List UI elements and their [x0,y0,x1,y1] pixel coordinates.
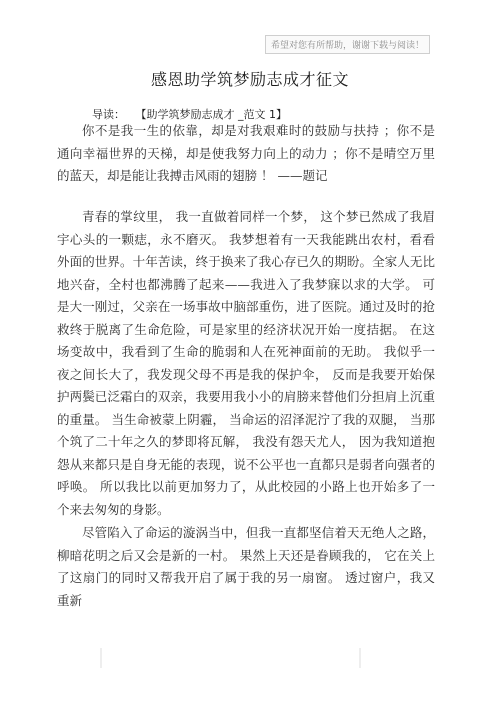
banner-text: 希望对您有所帮助，谢谢下载与阅读！ [270,41,424,51]
guide-value: 【助学筑梦励志成才 _范文 1】 [141,108,287,121]
guide-label: 导读： [92,108,125,121]
body-paragraph: 青春的掌纹里， 我一直做着同样一个梦， 这个梦已然成了我眉宇心头的一颗痣，永不磨灭。 我梦想着有一天我能跳出农村，看看外面的世界。十年苦读，终于换来了我心存已久的期盼。全家人无比地兴奋，全村也都沸腾了起来——我进入了我梦寐以求的大学。 可是大一刚过，父亲在一场事故中脑部重伤，进了医院。通过及时的抢救终于脱离了生命危险，可是家里的经济状况开始一度拮据。 在这场变故中，我看到了生命的脆弱和人在死神面前的无助。 我似乎一夜之间长大了，我发现父母不再是我的保护伞， 反而是我要开始保护两鬓已泛霜白的双亲，我要用我小小的肩膀来替他们分担肩上沉重的重量。 当生命被蒙上阴霾， 当命运的沼泽泥泞了我的双腿， 当那个筑了二十年之久的梦即将瓦解， 我没有怨天尤人， 因为我知道抱怨从来都只是自身无能的表现，说不公平也一直都只是弱者向强者的呼唤。 所以我比以前更加努力了，从此校园的小路上也开始多了一个来去匆匆的身影。 [57,209,435,517]
epigraph-paragraph: 你不是我一生的依靠，却是对我艰难时的鼓励与扶持 ；你不是通向幸福世界的天梯，却是使我努力向上的动力 ；你不是晴空万里的蓝天，却是能让我搏击风雨的翅膀 ！ ——题记 [57,123,435,183]
body-paragraph: 尽管陷入了命运的漩涡当中，但我一直都坚信着天无绝人之路，柳暗花明之后又会是新的一村。 果然上天还是眷顾我的， 它在关上了这扇门的同时又帮我开启了属于我的另一扇窗。 透过窗户，我又重新 [57,525,435,608]
download-banner [265,35,430,54]
document-title: 感恩助学筑梦励志成才征文 [150,70,349,89]
